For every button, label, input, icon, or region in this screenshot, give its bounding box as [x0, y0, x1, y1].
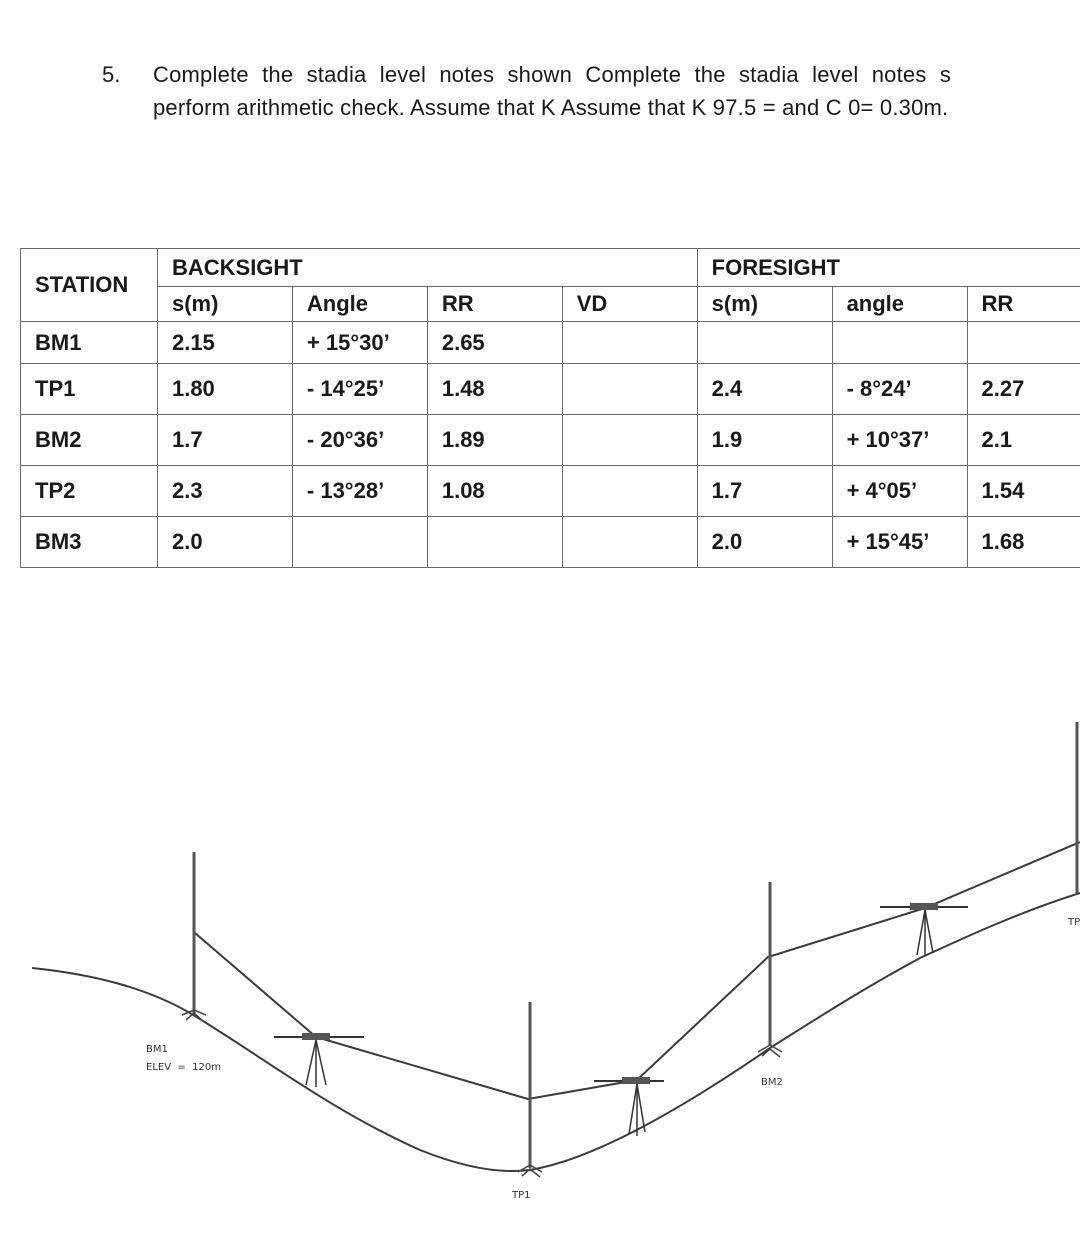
cell-fs-rod-reading: 2.1	[967, 415, 1080, 466]
table-row	[21, 517, 1080, 568]
tp1-label: TP1	[512, 1190, 531, 1201]
subheader-bs-distance: s(m)	[157, 287, 292, 322]
cell-fs-angle: + 4°05’	[832, 466, 967, 517]
bm2-label: BM2	[761, 1077, 783, 1088]
problem-text-line-2: perform arithmetic check. Assume that K Assume that K 97.5 = and C 0= 0.30m.	[153, 95, 949, 120]
subheader-bs-angle: Angle	[292, 287, 427, 322]
table-row	[21, 322, 1080, 364]
problem-text-line-1: Complete the stadia level notes shown Complete the stadia level notes s	[153, 62, 952, 87]
cell-bs-rod-reading: 2.65	[427, 322, 562, 364]
subheader-fs-angle: angle	[832, 287, 967, 322]
cell-bs-angle: - 20°36’	[292, 415, 427, 466]
cell-bs-rod-reading: 1.89	[427, 415, 562, 466]
cell-station: TP2	[21, 466, 158, 517]
table-subheader-row	[21, 287, 1080, 322]
cell-fs-distance: 1.7	[697, 466, 832, 517]
cell-fs-rod-reading: 1.54	[967, 466, 1080, 517]
cell-bs-angle: - 14°25’	[292, 364, 427, 415]
bm1-label: BM1	[146, 1044, 168, 1055]
leveling-profile-diagram	[0, 700, 1080, 1251]
rod-bm1	[182, 852, 206, 1021]
cell-station: BM1	[21, 322, 158, 364]
cell-fs-angle: + 15°45’	[832, 517, 967, 568]
rod-bm2	[758, 882, 782, 1057]
cell-vertical-distance	[562, 415, 697, 466]
cell-bs-distance: 2.15	[157, 322, 292, 364]
cell-station: BM3	[21, 517, 158, 568]
line-of-sight	[195, 842, 1080, 1099]
header-foresight: FORESIGHT	[697, 249, 1080, 287]
table-row	[21, 466, 1080, 517]
cell-fs-angle: + 10°37’	[832, 415, 967, 466]
cell-fs-distance: 2.0	[697, 517, 832, 568]
problem-statement	[0, 0, 1080, 140]
cell-station: TP1	[21, 364, 158, 415]
cell-bs-distance: 2.3	[157, 466, 292, 517]
cell-vertical-distance	[562, 322, 697, 364]
rod-tp1	[518, 1002, 542, 1177]
cell-fs-rod-reading: 1.68	[967, 517, 1080, 568]
table-header-row	[21, 249, 1080, 287]
cell-bs-distance: 1.7	[157, 415, 292, 466]
header-station: STATION	[21, 249, 158, 322]
cell-vertical-distance	[562, 466, 697, 517]
subheader-fs-distance: s(m)	[697, 287, 832, 322]
header-backsight: BACKSIGHT	[157, 249, 697, 287]
cell-station: BM2	[21, 415, 158, 466]
cell-bs-angle	[292, 517, 427, 568]
problem-number: 5.	[102, 62, 121, 87]
cell-bs-rod-reading: 1.48	[427, 364, 562, 415]
cell-bs-distance: 1.80	[157, 364, 292, 415]
subheader-fs-rod-reading: RR	[967, 287, 1080, 322]
cell-bs-angle: - 13°28’	[292, 466, 427, 517]
cell-bs-distance: 2.0	[157, 517, 292, 568]
table-row	[21, 364, 1080, 415]
table-row	[21, 415, 1080, 466]
cell-bs-rod-reading	[427, 517, 562, 568]
cell-bs-angle: + 15°30’	[292, 322, 427, 364]
subheader-bs-rod-reading: RR	[427, 287, 562, 322]
cell-fs-angle: - 8°24’	[832, 364, 967, 415]
instrument-setup-3	[880, 903, 968, 956]
cell-fs-distance	[697, 322, 832, 364]
stadia-level-notes-table	[20, 248, 1080, 568]
cell-fs-distance: 2.4	[697, 364, 832, 415]
ground-profile-line	[32, 893, 1080, 1171]
tp2-label: TP	[1068, 917, 1080, 928]
subheader-vertical-distance: VD	[562, 287, 697, 322]
cell-vertical-distance	[562, 364, 697, 415]
instrument-setup-1	[274, 1033, 364, 1087]
cell-fs-rod-reading	[967, 322, 1080, 364]
bm1-elevation-label: ELEV = 120m	[146, 1062, 221, 1073]
cell-fs-angle	[832, 322, 967, 364]
cell-vertical-distance	[562, 517, 697, 568]
cell-fs-rod-reading: 2.27	[967, 364, 1080, 415]
cell-fs-distance: 1.9	[697, 415, 832, 466]
cell-bs-rod-reading: 1.08	[427, 466, 562, 517]
